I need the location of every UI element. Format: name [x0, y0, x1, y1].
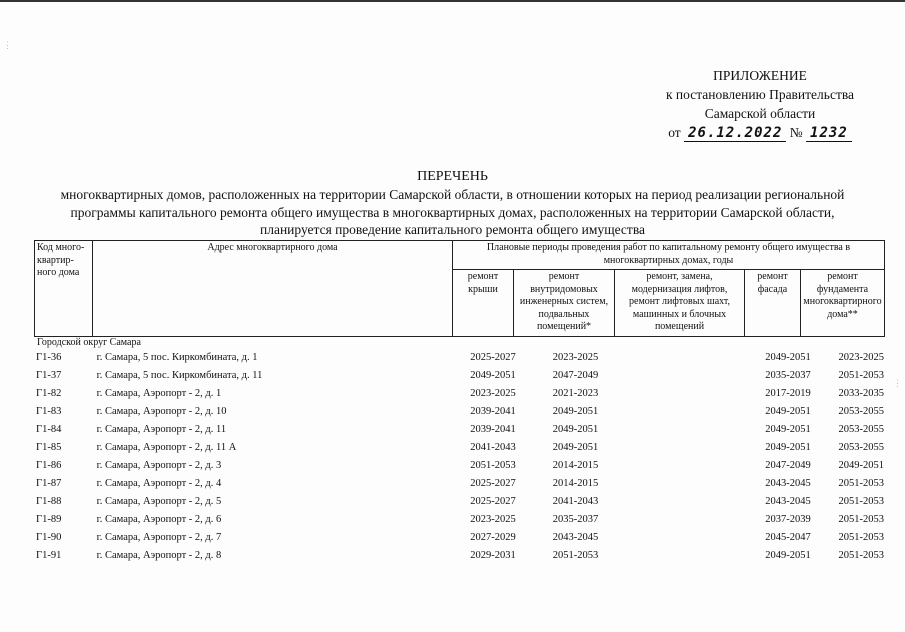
- table-row: [34, 529, 905, 547]
- cell-roof: 2049-2051: [470, 369, 516, 381]
- cell-facade: 2043-2045: [765, 477, 811, 489]
- scan-noise-mark: ⋮: [3, 40, 12, 50]
- cell-facade: 2049-2051: [765, 351, 811, 363]
- cell-systems: 2014-2015: [552, 477, 599, 489]
- col-roof-header: ремонт крыши: [453, 270, 514, 337]
- scan-noise-mark: ⋮: [893, 378, 902, 388]
- cell-systems: 2023-2025: [552, 351, 599, 363]
- table-row: [34, 457, 905, 475]
- appendix-title: ПРИЛОЖЕНИЕ: [713, 68, 807, 83]
- col-facade-header: ремонт фасада: [745, 270, 801, 337]
- cell-code: Г1-89: [36, 513, 62, 525]
- cell-address: г. Самара, 5 пос. Киркомбината, д. 11: [96, 369, 263, 381]
- col-address-header: Адрес многоквартирного дома: [93, 241, 453, 337]
- cell-code: Г1-87: [36, 477, 62, 489]
- cell-code: Г1-85: [36, 441, 62, 453]
- cell-foundation: 2051-2053: [838, 549, 884, 561]
- cell-systems: 2035-2037: [552, 513, 599, 525]
- cell-facade: 2045-2047: [765, 531, 811, 543]
- table-row: [34, 421, 905, 439]
- cell-facade: 2043-2045: [765, 495, 811, 507]
- subtitle-line-1: многоквартирных домов, расположенных на территории Самарской области, в отношении которых на период реализации региональной: [60, 187, 845, 202]
- cell-lifts: [627, 457, 758, 475]
- cell-facade: 2049-2051: [765, 405, 811, 417]
- cell-address: г. Самара, Аэропорт - 2, д. 6: [96, 513, 222, 525]
- cell-foundation: 2051-2053: [838, 531, 884, 543]
- cell-lifts: [627, 493, 758, 511]
- cell-roof: 2023-2025: [470, 387, 516, 399]
- table-row: [34, 367, 905, 385]
- cell-lifts: [627, 475, 758, 493]
- cell-code: Г1-84: [36, 423, 62, 435]
- table-row: [34, 493, 905, 511]
- document-subtitle: [20, 186, 885, 239]
- cell-roof: 2025-2027: [470, 477, 516, 489]
- cell-address: г. Самара, 5 пос. Киркомбината, д. 1: [96, 351, 258, 363]
- cell-facade: 2017-2019: [765, 387, 811, 399]
- document-title: ПЕРЕЧЕНЬ: [417, 169, 488, 184]
- cell-code: Г1-36: [36, 351, 62, 363]
- cell-roof: 2051-2053: [470, 459, 516, 471]
- cell-roof: 2041-2043: [470, 441, 516, 453]
- col-periods-header: Плановые периоды проведения работ по капитальному ремонту общего имущества в многоквартирных домах, годы: [453, 241, 885, 270]
- cell-address: г. Самара, Аэропорт - 2, д. 11 А: [96, 441, 237, 453]
- cell-code: Г1-83: [36, 405, 62, 417]
- cell-lifts: [627, 385, 758, 403]
- cell-address: г. Самара, Аэропорт - 2, д. 10: [96, 405, 227, 417]
- col-foundation-header: ремонт фундамента многоквартирного дома**: [801, 270, 885, 337]
- cell-foundation: 2051-2053: [838, 513, 884, 525]
- cell-facade: 2049-2051: [765, 441, 811, 453]
- appendix-line-3: Самарской области: [704, 106, 816, 121]
- handwritten-date: 26.12.2022: [684, 126, 786, 142]
- cell-facade: 2049-2051: [765, 423, 811, 435]
- table-row: [34, 385, 905, 403]
- cell-foundation: 2051-2053: [838, 495, 884, 507]
- date-prefix: от: [668, 125, 681, 140]
- cell-facade: 2035-2037: [765, 369, 811, 381]
- table-row: [34, 403, 905, 421]
- cell-roof: 2039-2041: [470, 405, 516, 417]
- cell-code: Г1-91: [36, 549, 62, 561]
- cell-address: г. Самара, Аэропорт - 2, д. 1: [96, 387, 222, 399]
- cell-roof: 2025-2027: [470, 351, 516, 363]
- table-row: [34, 475, 905, 493]
- cell-systems: 2014-2015: [552, 459, 599, 471]
- cell-code: Г1-82: [36, 387, 62, 399]
- cell-code: Г1-88: [36, 495, 62, 507]
- handwritten-number: 1232: [806, 126, 852, 142]
- cell-lifts: [627, 349, 758, 367]
- table-row: [34, 511, 905, 529]
- cell-systems: 2021-2023: [552, 387, 599, 399]
- table-body: [34, 349, 905, 565]
- cell-roof: 2029-2031: [470, 549, 516, 561]
- cell-systems: 2041-2043: [552, 495, 599, 507]
- cell-facade: 2047-2049: [765, 459, 811, 471]
- cell-code: Г1-90: [36, 531, 62, 543]
- cell-address: г. Самара, Аэропорт - 2, д. 11: [96, 423, 227, 435]
- scan-top-edge: [0, 0, 905, 2]
- cell-facade: 2037-2039: [765, 513, 811, 525]
- cell-lifts: [627, 529, 758, 547]
- cell-foundation: 2053-2055: [838, 441, 884, 453]
- cell-foundation: 2023-2025: [838, 351, 884, 363]
- appendix-header: [640, 66, 880, 142]
- cell-foundation: 2053-2055: [838, 423, 884, 435]
- cell-facade: 2049-2051: [765, 549, 811, 561]
- appendix-line-2: к постановлению Правительства: [665, 87, 855, 102]
- cell-lifts: [627, 367, 758, 385]
- cell-systems: 2051-2053: [552, 549, 599, 561]
- cell-lifts: [627, 511, 758, 529]
- cell-address: г. Самара, Аэропорт - 2, д. 4: [96, 477, 222, 489]
- cell-roof: 2025-2027: [470, 495, 516, 507]
- number-sign: №: [789, 125, 803, 140]
- cell-lifts: [627, 403, 758, 421]
- appendix-date-line: [640, 123, 880, 142]
- table-row: [34, 547, 905, 565]
- cell-foundation: 2053-2055: [838, 405, 884, 417]
- cell-foundation: 2051-2053: [838, 477, 884, 489]
- cell-systems: 2049-2051: [552, 441, 599, 453]
- cell-address: г. Самара, Аэропорт - 2, д. 8: [96, 549, 222, 561]
- table-row: [34, 349, 905, 367]
- cell-systems: 2049-2051: [552, 423, 599, 435]
- cell-lifts: [627, 439, 758, 457]
- subtitle-line-2: программы капитального ремонта общего имущества в многоквартирных домах, расположенных на территории Самарской области,: [70, 204, 835, 220]
- cell-systems: 2049-2051: [552, 405, 599, 417]
- cell-roof: 2039-2041: [470, 423, 516, 435]
- cell-roof: 2023-2025: [470, 513, 516, 525]
- cell-address: г. Самара, Аэропорт - 2, д. 7: [96, 531, 222, 543]
- col-systems-header: ремонт внутридомовых инженерных систем, подвальных помещений*: [514, 270, 615, 337]
- cell-foundation: 2051-2053: [838, 369, 884, 381]
- cell-roof: 2027-2029: [470, 531, 516, 543]
- col-code-header: Код много-квартир-ного дома: [35, 241, 93, 337]
- cell-code: Г1-86: [36, 459, 62, 471]
- table-header: [34, 240, 885, 337]
- cell-systems: 2047-2049: [552, 369, 599, 381]
- subtitle-line-3: планируется проведение капитального ремонта общего имущества: [259, 222, 646, 237]
- cell-lifts: [627, 547, 758, 565]
- cell-code: Г1-37: [36, 369, 62, 381]
- cell-systems: 2043-2045: [552, 531, 599, 543]
- district-label: Городской округ Самара: [37, 337, 141, 348]
- cell-address: г. Самара, Аэропорт - 2, д. 5: [96, 495, 222, 507]
- cell-address: г. Самара, Аэропорт - 2, д. 3: [96, 459, 222, 471]
- cell-foundation: 2049-2051: [838, 459, 884, 471]
- cell-lifts: [627, 421, 758, 439]
- table-row: [34, 439, 905, 457]
- col-lifts-header: ремонт, замена, модернизация лифтов, ремонт лифтовых шахт, машинных и блочных помещений: [615, 270, 745, 337]
- cell-foundation: 2033-2035: [838, 387, 884, 399]
